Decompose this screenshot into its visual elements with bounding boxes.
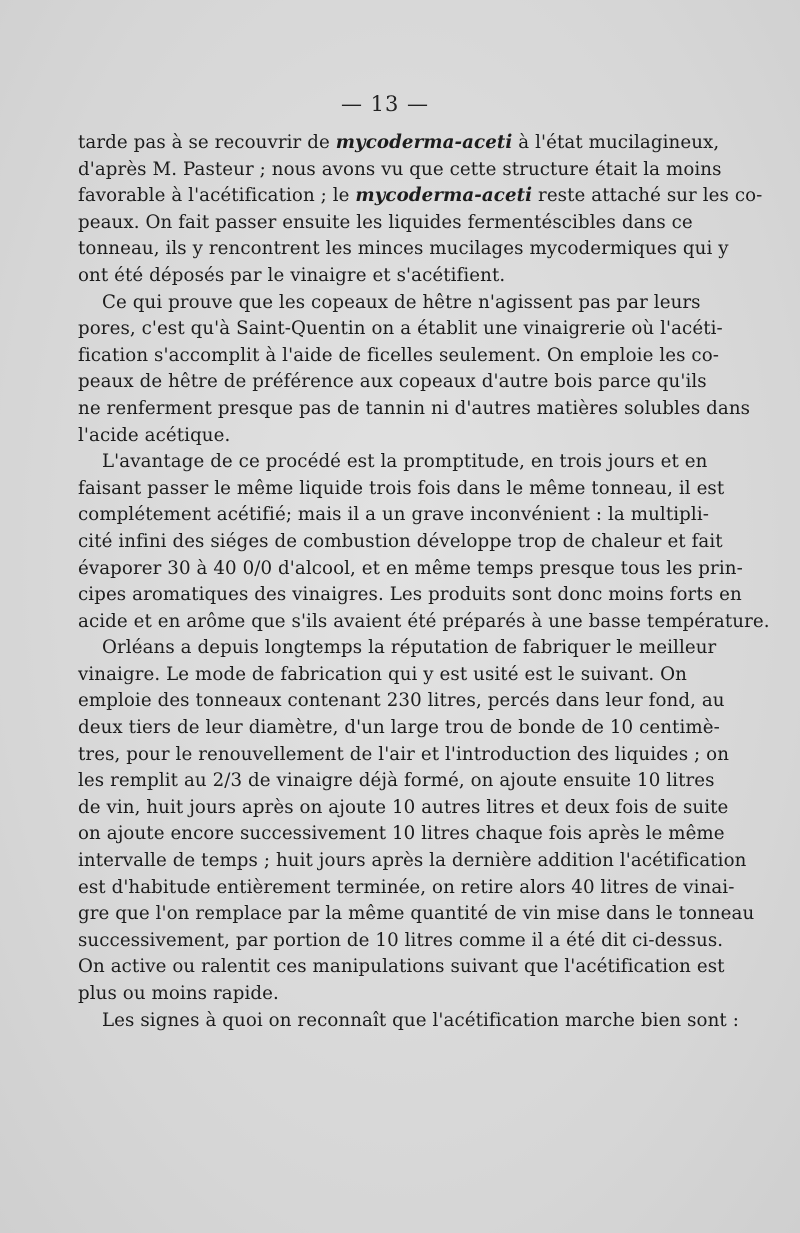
text-line <box>78 183 763 210</box>
text-segment: plus ou moins rapide. <box>78 983 279 1004</box>
text-line <box>78 290 701 317</box>
text-segment: intervalle de temps ; huit jours après la dernière addition l'acétification <box>78 850 747 872</box>
text-line <box>78 688 725 715</box>
text-line <box>78 582 742 609</box>
text-line <box>78 928 724 955</box>
text-line <box>78 954 725 981</box>
text-line <box>78 556 743 583</box>
text-segment: d'après M. Pasteur ; nous avons vu que cette structure était la moins <box>78 158 722 180</box>
text-segment: peaux de hêtre de préférence aux copeaux d'autre bois parce qu'ils <box>78 371 707 393</box>
text-line <box>78 316 723 343</box>
text-segment: est d'habitude entièrement terminée, on retire alors 40 litres de vinai- <box>78 876 735 898</box>
text-segment: à l'état mucilagineux, <box>512 132 720 153</box>
text-line <box>78 396 751 423</box>
text-segment: reste attaché sur les co- <box>532 185 763 207</box>
text-segment: les remplit au 2/3 de vinaigre déjà formé, on ajoute ensuite 10 litres <box>78 770 715 792</box>
text-segment: évaporer 30 à 40 0/0 d'alcool, et en même temps presque tous les prin- <box>78 557 743 579</box>
text-segment: de vin, huit jours après on ajoute 10 autres litres et deux fois de suite <box>78 796 729 818</box>
text-line <box>78 635 717 662</box>
text-segment: On active ou ralentit ces manipulations suivant que l'acétification est <box>78 956 725 978</box>
text-segment: deux tiers de leur diamètre, d'un large trou de bonde de 10 centimè- <box>78 717 720 739</box>
text-segment: pores, c'est qu'à Saint-Quentin on a établit une vinaigrerie où l'acéti- <box>78 318 723 340</box>
text-line <box>78 875 735 902</box>
text-segment: ne renferment presque pas de tannin ni d'autres matières solubles dans <box>78 397 751 419</box>
text-segment: tonneau, ils y rencontrent les minces mucilages mycodermiques qui y <box>78 238 729 260</box>
text-line <box>78 449 708 476</box>
paragraph <box>78 130 763 290</box>
text-segment: acide et en arôme que s'ils avaient été préparés à une basse température. <box>78 610 770 632</box>
text-line <box>78 848 747 875</box>
text-segment: on ajoute encore successivement 10 litres chaque fois après le même <box>78 823 725 845</box>
text-line <box>78 821 725 848</box>
text-line <box>78 795 729 822</box>
text-segment: fication s'accomplit à l'aide de ficelles seulement. On emploie les co- <box>78 344 719 366</box>
text-line <box>78 981 684 1008</box>
text-segment: tres, pour le renouvellement de l'air et l'introduction des liquides ; on <box>78 743 730 765</box>
text-segment: Ce qui prouve que les copeaux de hêtre n'agissent pas par leurs <box>102 291 701 313</box>
text-line <box>78 1008 739 1035</box>
text-line <box>78 263 684 290</box>
text-line <box>78 502 709 529</box>
text-line <box>78 742 730 769</box>
text-line <box>78 529 723 556</box>
text-segment: cipes aromatiques des vinaigres. Les produits sont donc moins forts en <box>78 584 742 606</box>
text-line <box>78 236 729 263</box>
text-line <box>78 768 715 795</box>
text-segment: ont été déposés par le vinaigre et s'acétifient. <box>78 264 506 286</box>
text-line <box>78 369 707 396</box>
text-line <box>78 343 719 370</box>
text-line <box>78 423 684 450</box>
paragraph <box>78 635 755 1007</box>
text-segment: cité infini des siéges de combustion développe trop de chaleur et fait <box>78 530 723 552</box>
paragraph <box>78 449 770 635</box>
text-segment: tarde pas à se recouvrir de <box>78 132 336 153</box>
text-segment: gre que l'on remplace par la même quantité de vin mise dans le tonneau <box>78 903 755 925</box>
text-line <box>78 476 725 503</box>
text-segment: Les signes à quoi on reconnaît que l'acétification marche bien sont : <box>102 1009 739 1031</box>
text-segment: emploie des tonneaux contenant 230 litres, percés dans leur fond, au <box>78 690 725 712</box>
text-segment: successivement, par portion de 10 litres comme il a été dit ci-dessus. <box>78 929 724 951</box>
italic-term: mycoderma-aceti <box>355 185 533 207</box>
paragraph <box>78 1008 739 1035</box>
text-line <box>78 662 688 689</box>
paragraph <box>78 290 751 450</box>
text-line <box>78 901 755 928</box>
text-segment: Orléans a depuis longtemps la réputation de fabriquer le meilleur <box>102 637 717 659</box>
page-number: — 13 — <box>340 92 430 116</box>
text-segment: vinaigre. Le mode de fabrication qui y est usité est le suivant. On <box>78 663 688 685</box>
text-segment: L'avantage de ce procédé est la promptitude, en trois jours et en <box>102 451 708 473</box>
text-segment: favorable à l'acétification ; le <box>78 185 356 207</box>
text-segment: faisant passer le même liquide trois fois dans le même tonneau, il est <box>78 477 725 499</box>
text-line <box>78 157 722 184</box>
text-line <box>78 210 693 237</box>
text-line <box>78 715 720 742</box>
text-line <box>78 609 770 636</box>
text-segment: l'acide acétique. <box>78 424 231 446</box>
text-segment: peaux. On fait passer ensuite les liquides fermentéscibles dans ce <box>78 211 693 233</box>
text-line <box>78 130 720 157</box>
italic-term: mycoderma-aceti <box>335 132 513 153</box>
body-text <box>78 130 770 1034</box>
text-segment: complétement acétifié; mais il a un grave inconvénient : la multipli- <box>78 504 709 526</box>
